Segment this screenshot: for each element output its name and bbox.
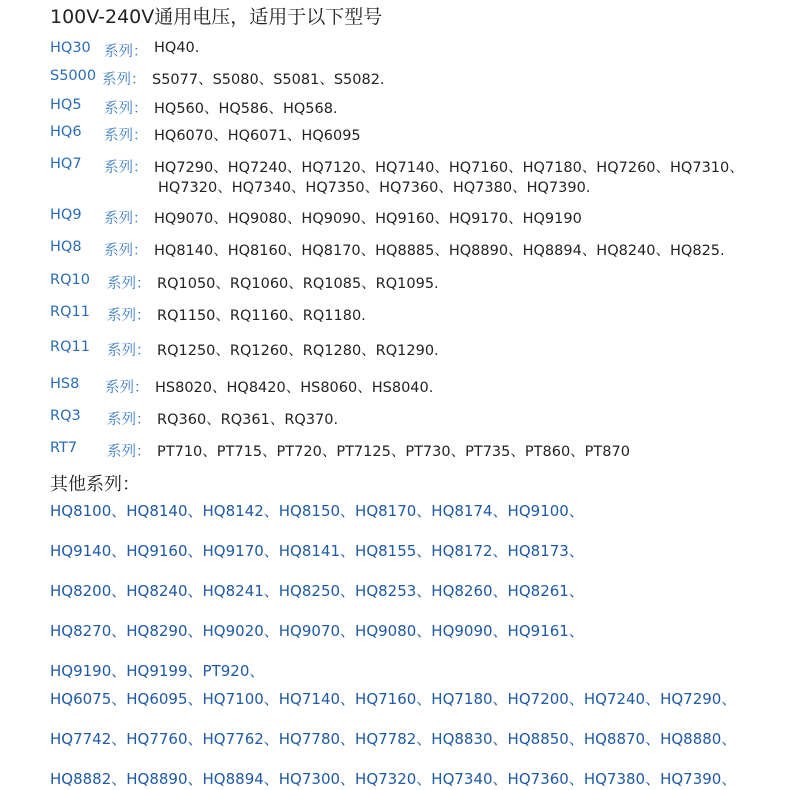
series-name: HQ8 [50, 239, 82, 255]
series-name: RQ11 [50, 339, 90, 355]
other-series-line: HQ6075、HQ6095、HQ7100、HQ7140、HQ7160、HQ7180、HQ7200、HQ7240、HQ7290、 [50, 690, 737, 708]
series-models: RQ1250、RQ1260、RQ1280、RQ1290. [157, 343, 439, 359]
series-name: RQ10 [50, 272, 90, 288]
series-models: PT710、PT715、PT720、PT7125、PT730、PT735、PT860、PT870 [157, 444, 630, 460]
series-name: HQ7 [50, 156, 82, 172]
page-title: 100V-240V通用电压，适用于以下型号 [50, 6, 383, 28]
series-label: 系列： [107, 343, 151, 359]
series-label: 系列： [104, 101, 148, 117]
other-series-line: HQ8200、HQ8240、HQ8241、HQ8250、HQ8253、HQ8260、HQ8261、 [50, 582, 584, 600]
series-models: HQ9070、HQ9080、HQ9090、HQ9160、HQ9170、HQ9190 [154, 211, 582, 227]
series-name: S5000 [50, 68, 97, 84]
series-models: HQ8140、HQ8160、HQ8170、HQ8885、HQ8890、HQ8894、HQ8240、HQ825. [154, 243, 725, 259]
other-series-line: HQ8100、HQ8140、HQ8142、HQ8150、HQ8170、HQ8174、HQ9100、 [50, 502, 584, 520]
series-models: RQ360、RQ361、RQ370. [157, 412, 339, 428]
other-series-line: HQ9190、HQ9199、PT920、 [50, 662, 265, 680]
other-series-title: 其他系列： [50, 474, 140, 495]
series-models: RQ1150、RQ1160、RQ1180. [157, 308, 366, 324]
series-label: 系列： [102, 72, 146, 88]
series-label: 系列： [107, 276, 151, 292]
series-name: RQ11 [50, 304, 90, 320]
series-name: HS8 [50, 376, 80, 392]
series-label: 系列： [104, 211, 148, 227]
other-series-line: HQ8270、HQ8290、HQ9020、HQ9070、HQ9080、HQ9090、HQ9161、 [50, 622, 584, 640]
series-label: 系列： [107, 412, 151, 428]
series-name: HQ30 [50, 40, 91, 56]
series-models: HQ560、HQ586、HQ568. [154, 101, 338, 117]
series-label: 系列： [104, 128, 148, 144]
series-models: HQ6070、HQ6071、HQ6095 [154, 128, 361, 144]
other-series-line: HQ7742、HQ7760、HQ7762、HQ7780、HQ7782、HQ8830、HQ8850、HQ8870、HQ8880、 [50, 730, 737, 748]
series-name: HQ9 [50, 207, 82, 223]
series-name: RQ3 [50, 408, 81, 424]
series-label: 系列： [105, 380, 149, 396]
series-label: 系列： [107, 308, 151, 324]
series-name: HQ6 [50, 124, 82, 140]
series-models: RQ1050、RQ1060、RQ1085、RQ1095. [157, 276, 439, 292]
series-label: 系列： [104, 243, 148, 259]
series-models: HQ40. [154, 40, 200, 56]
other-series-line: HQ9140、HQ9160、HQ9170、HQ8141、HQ8155、HQ8172、HQ8173、 [50, 542, 584, 560]
series-models-continued: HQ7320、HQ7340、HQ7350、HQ7360、HQ7380、HQ7390. [158, 180, 591, 196]
series-label: 系列： [104, 160, 148, 176]
series-name: HQ5 [50, 97, 82, 113]
series-name: RT7 [50, 440, 78, 456]
series-models: HQ7290、HQ7240、HQ7120、HQ7140、HQ7160、HQ7180、HQ7260、HQ7310、 [154, 160, 744, 176]
series-label: 系列： [107, 444, 151, 460]
series-models: HS8020、HQ8420、HS8060、HS8040. [155, 380, 434, 396]
other-series-line: HQ8882、HQ8890、HQ8894、HQ7300、HQ7320、HQ7340、HQ7360、HQ7380、HQ7390、 [50, 770, 737, 788]
series-label: 系列： [104, 44, 148, 60]
series-models: S5077、S5080、S5081、S5082. [152, 72, 385, 88]
